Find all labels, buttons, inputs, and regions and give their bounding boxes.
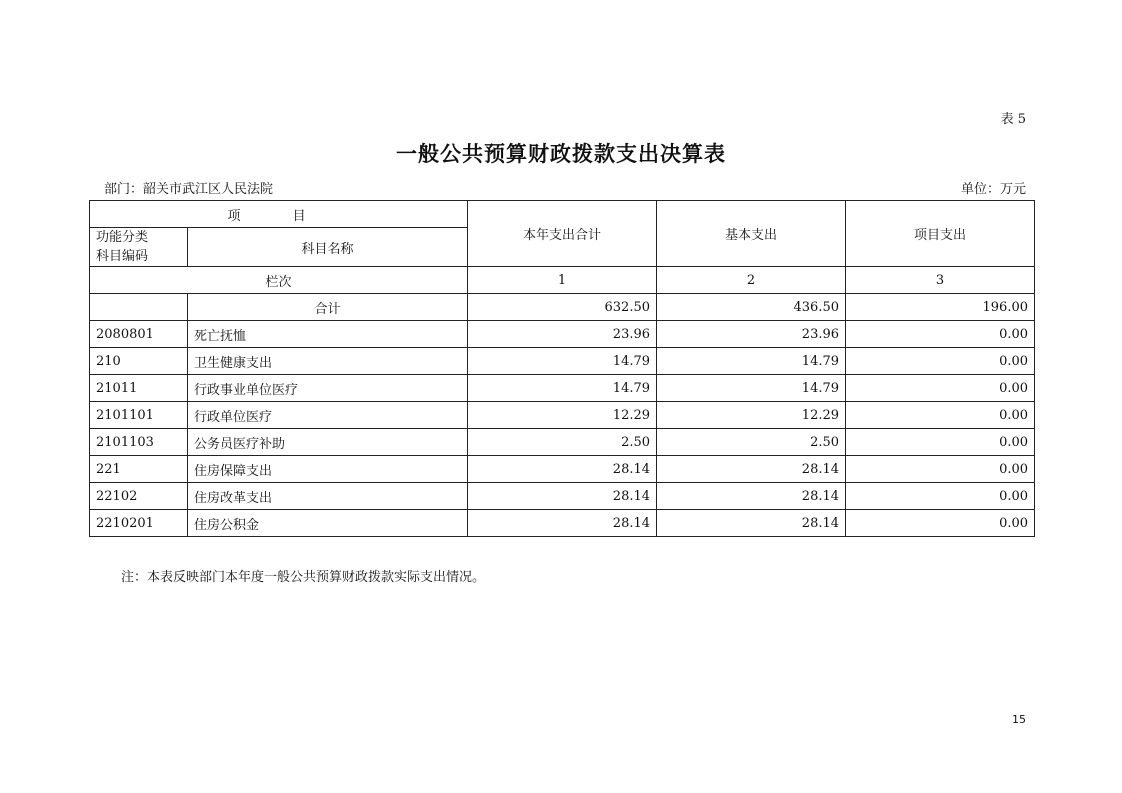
table-row bbox=[90, 375, 1035, 402]
table-row bbox=[90, 402, 1035, 429]
row-basic: 12.29 bbox=[657, 402, 846, 429]
total-label: 合计 bbox=[188, 294, 468, 321]
total-amount: 632.50 bbox=[468, 294, 657, 321]
row-project: 0.00 bbox=[846, 429, 1035, 456]
table-row bbox=[90, 429, 1035, 456]
row-project: 0.00 bbox=[846, 321, 1035, 348]
total-project: 196.00 bbox=[846, 294, 1035, 321]
row-total: 23.96 bbox=[468, 321, 657, 348]
header-project-expenditure: 项目支出 bbox=[846, 201, 1035, 267]
row-code: 2210201 bbox=[90, 510, 188, 537]
unit-label: 单位：万元 bbox=[960, 182, 1026, 197]
row-subject-name: 住房保障支出 bbox=[188, 456, 468, 483]
row-code: 2101101 bbox=[90, 402, 188, 429]
header-total: 本年支出合计 bbox=[468, 201, 657, 267]
column-index-row bbox=[90, 267, 1035, 294]
row-subject-name: 死亡抚恤 bbox=[188, 321, 468, 348]
total-row bbox=[90, 294, 1035, 321]
page-title: 一般公共预算财政拨款支出决算表 bbox=[396, 141, 726, 166]
row-project: 0.00 bbox=[846, 510, 1035, 537]
table-row bbox=[90, 348, 1035, 375]
department-label: 部门：韶关市武江区人民法院 bbox=[104, 182, 274, 197]
expenditure-table bbox=[89, 200, 1035, 537]
row-total: 12.29 bbox=[468, 402, 657, 429]
row-code: 210 bbox=[90, 348, 188, 375]
row-basic: 14.79 bbox=[657, 375, 846, 402]
header-subject-name: 科目名称 bbox=[188, 228, 468, 267]
column-index-label: 栏次 bbox=[90, 267, 468, 294]
header-function-code-line1: 功能分类 bbox=[96, 230, 149, 245]
header-function-code-line2: 科目编码 bbox=[96, 249, 149, 264]
row-project: 0.00 bbox=[846, 402, 1035, 429]
table-number: 表 5 bbox=[1000, 112, 1026, 127]
row-code: 221 bbox=[90, 456, 188, 483]
row-subject-name: 行政单位医疗 bbox=[188, 402, 468, 429]
column-index-1: 1 bbox=[468, 267, 657, 294]
table-body bbox=[90, 321, 1035, 537]
row-project: 0.00 bbox=[846, 456, 1035, 483]
row-basic: 2.50 bbox=[657, 429, 846, 456]
row-basic: 14.79 bbox=[657, 348, 846, 375]
row-project: 0.00 bbox=[846, 375, 1035, 402]
row-total: 28.14 bbox=[468, 510, 657, 537]
row-subject-name: 住房改革支出 bbox=[188, 483, 468, 510]
row-total: 28.14 bbox=[468, 483, 657, 510]
page-number: 15 bbox=[1012, 713, 1026, 726]
row-total: 14.79 bbox=[468, 348, 657, 375]
column-index-2: 2 bbox=[657, 267, 846, 294]
header-basic: 基本支出 bbox=[657, 201, 846, 267]
column-index-3: 3 bbox=[846, 267, 1035, 294]
total-basic: 436.50 bbox=[657, 294, 846, 321]
row-code: 22102 bbox=[90, 483, 188, 510]
header-project: 项 目 bbox=[90, 201, 468, 228]
row-total: 2.50 bbox=[468, 429, 657, 456]
table-row bbox=[90, 483, 1035, 510]
header-row-1 bbox=[90, 201, 1035, 228]
row-project: 0.00 bbox=[846, 348, 1035, 375]
table-row bbox=[90, 510, 1035, 537]
table-row bbox=[90, 321, 1035, 348]
total-code-cell bbox=[90, 294, 188, 321]
row-code: 2080801 bbox=[90, 321, 188, 348]
row-subject-name: 住房公积金 bbox=[188, 510, 468, 537]
row-subject-name: 行政事业单位医疗 bbox=[188, 375, 468, 402]
row-basic: 28.14 bbox=[657, 510, 846, 537]
row-basic: 28.14 bbox=[657, 456, 846, 483]
row-code: 2101103 bbox=[90, 429, 188, 456]
row-total: 28.14 bbox=[468, 456, 657, 483]
table-row bbox=[90, 456, 1035, 483]
table-note: 注：本表反映部门本年度一般公共预算财政拨款实际支出情况。 bbox=[121, 570, 486, 585]
row-total: 14.79 bbox=[468, 375, 657, 402]
header-function-code bbox=[90, 228, 188, 267]
row-code: 21011 bbox=[90, 375, 188, 402]
row-subject-name: 卫生健康支出 bbox=[188, 348, 468, 375]
row-basic: 28.14 bbox=[657, 483, 846, 510]
row-basic: 23.96 bbox=[657, 321, 846, 348]
row-project: 0.00 bbox=[846, 483, 1035, 510]
row-subject-name: 公务员医疗补助 bbox=[188, 429, 468, 456]
